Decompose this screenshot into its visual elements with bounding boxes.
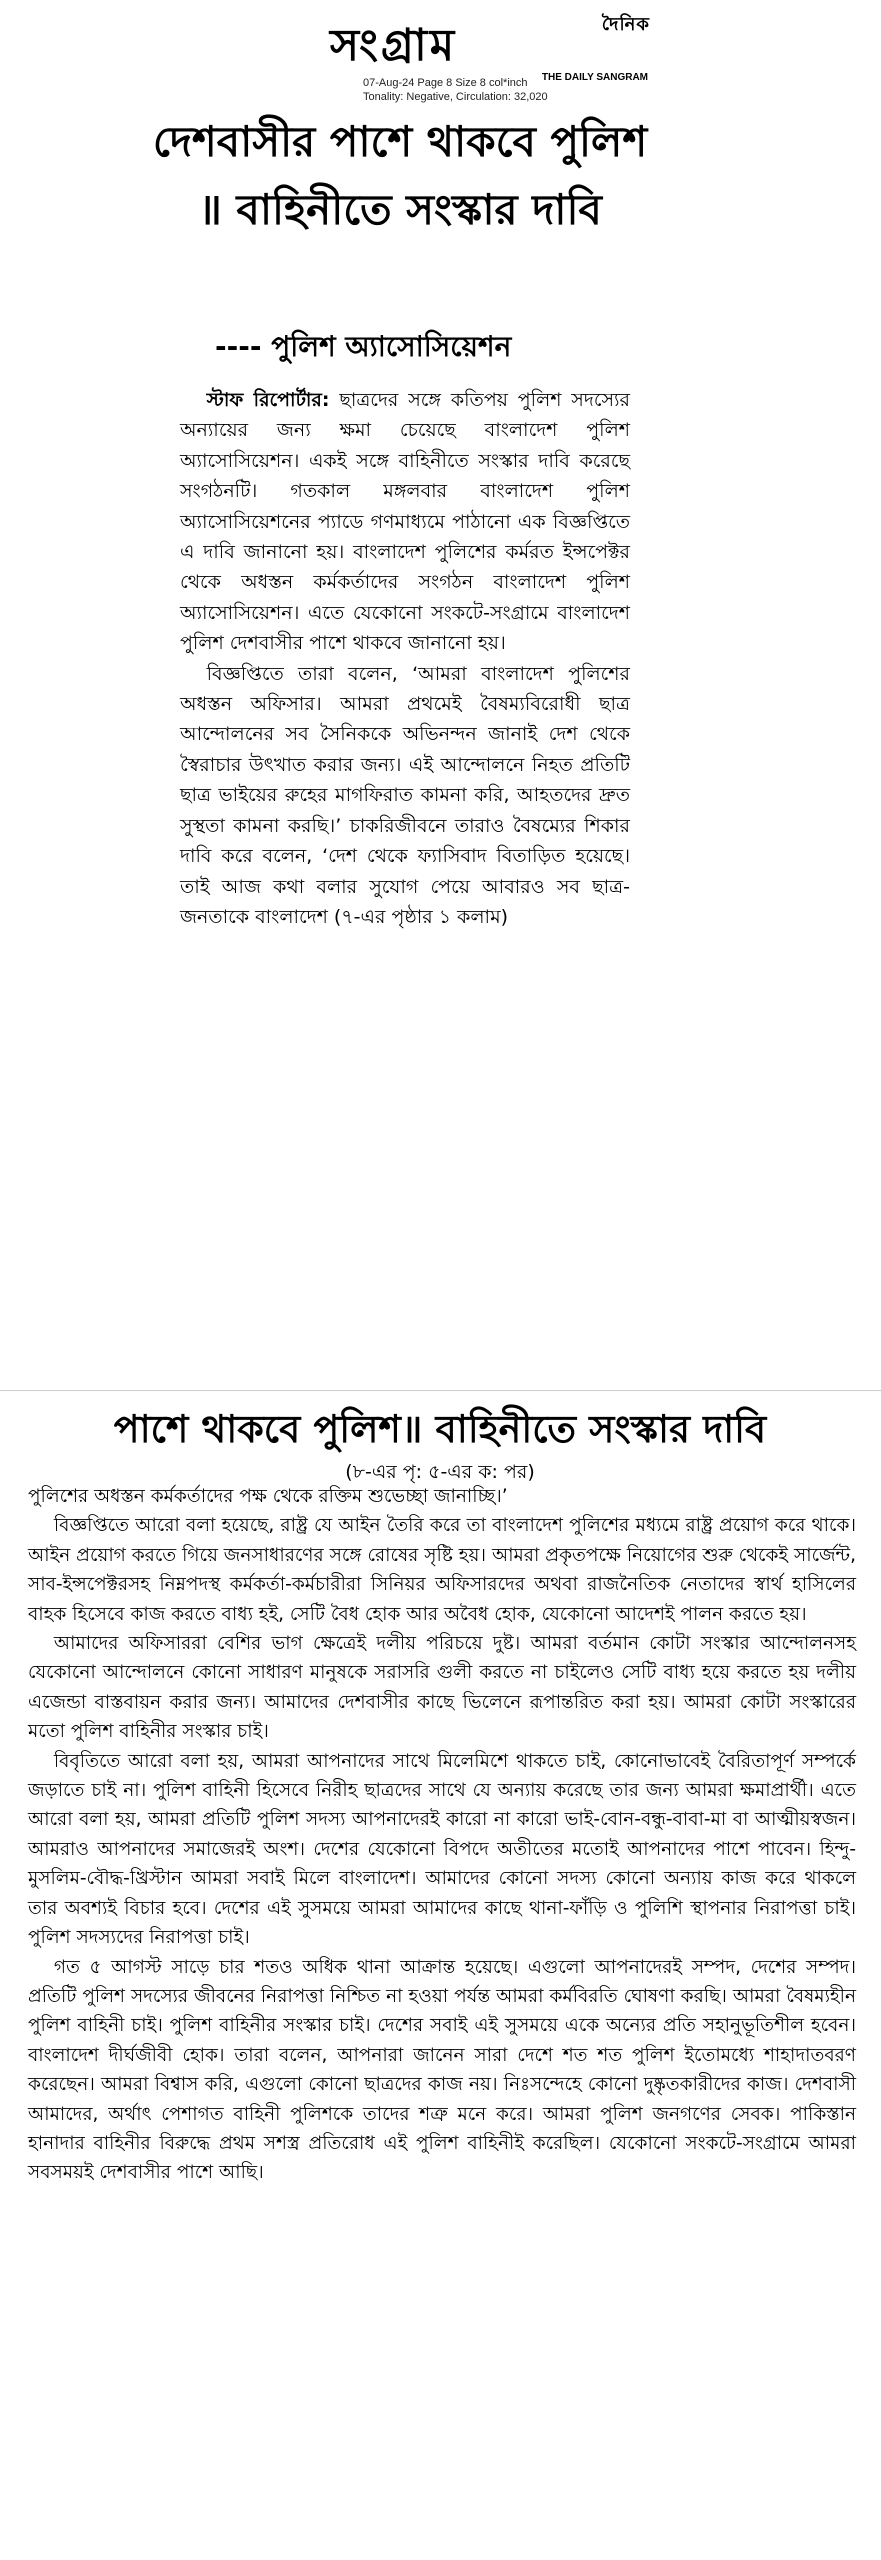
clipping-meta xyxy=(363,76,623,104)
continuation-reference: (৮-এর পৃ: ৫-এর ক: পর) xyxy=(345,1461,535,1483)
continuation-body xyxy=(28,1482,856,2188)
article-paragraph xyxy=(180,385,630,659)
meta-line-1: 07-Aug-24 Page 8 Size 8 col*inch xyxy=(363,77,528,89)
continuation-paragraph: গত ৫ আগস্ট সাড়ে চার শতও অধিক থানা আক্রান্ত হয়েছে। এগুলো আপনাদেরই সম্পদ, দেশের সম্পদ। প্রতিটি পুলিশ সদস্যের জীবনের নিরাপত্তা নিশ্চিত না হওয়া পর্যন্ত আমরা কর্মবিরতি ঘোষণা করছি। আমরা বৈষম্যহীন পুলিশ বাহিনী চাই। পুলিশ বাহিনীর সংস্কার চাই। দেশের সবাই এই সুসময়ে একে অন্যের প্রতি সহানুভূতিশীল হবেন। বাংলাদেশ দীর্ঘজীবী হোক। তারা বলেন, আপনারা জানেন সারা দেশে শত শত পুলিশ ইতোমধ্যে শাহাদাতবরণ করেছেন। আমরা বিশ্বাস করি, এগুলো কোনো ছাত্রদের কাজ নয়। নিঃসন্দেহে কোনো দুষ্কৃতকারীদের কাজ। দেশবাসী আমাদের, অর্থাৎ পেশাগত বাহিনী পুলিশকে তাদের শত্রু মনে করে। আমরা পুলিশ জনগণের সেবক। পাকিস্তান হানাদার বাহিনীর বিরুদ্ধে প্রথম সশস্ত্র প্রতিরোধ এই পুলিশ বাহিনীই করেছিল। যেকোনো সংকটে-সংগ্রামে আমরা সবসময়ই দেশবাসীর পাশে আছি। xyxy=(28,1956,856,2184)
continuation-paragraph: পুলিশের অধস্তন কর্মকর্তাদের পক্ষ থেকে রক্তিম শুভেচ্ছা জানাচ্ছি।’ xyxy=(28,1486,508,1507)
masthead-small-text: দৈনিক xyxy=(601,14,650,35)
byline: ---- পুলিশ অ্যাসোসিয়েশন xyxy=(215,330,512,363)
paragraph-text: ছাত্রদের সঙ্গে কতিপয় পুলিশ সদস্যের অন্যায়ের জন্য ক্ষমা চেয়েছে বাংলাদেশ পুলিশ অ্যাসোসিয়েশন। একই সঙ্গে বাহিনীতে সংস্কার দাবি করেছে সংগঠনটি। গতকাল মঙ্গলবার বাংলাদেশ পুলিশ অ্যাসোসিয়েশনের প্যাডে গণমাধ্যমে পাঠানো এক বিজ্ঞপ্তিতে এ দাবি জানানো হয়। বাংলাদেশ পুলিশের কর্মরত ইন্সপেক্টর থেকে অধস্তন কর্মকর্তাদের সংগঠন বাংলাদেশ পুলিশ অ্যাসোসিয়েশন। এতে যেকোনো সংকটে-সংগ্রামে বাংলাদেশ পুলিশ দেশবাসীর পাশে থাকবে জানানো হয়। xyxy=(180,389,630,655)
headline: দেশবাসীর পাশে থাকবে পুলিশ ॥ বাহিনীতে সংস্কার দাবি xyxy=(152,117,648,234)
masthead-logo-text: সংগ্রাম xyxy=(330,20,458,71)
article-paragraph: বিজ্ঞপ্তিতে তারা বলেন, ‘আমরা বাংলাদেশ পুলিশের অধস্তন অফিসার। আমরা প্রথমেই বৈষম্যবিরোধী ছাত্র আন্দোলনের সব সৈনিককে অভিনন্দন জানাই দেশ থেকে স্বৈরাচার উৎখাত করার জন্য। এই আন্দোলনে নিহত প্রতিটি ছাত্র ভাইয়ের রুহের মাগফিরাত কামনা করি, আহতদের দ্রুত সুস্থতা কামনা করছি।’ চাকরিজীবনে তারাও বৈষম্যের শিকার দাবি করে বলেন, ‘দেশ থেকে ফ্যাসিবাদ বিতাড়িত হয়েছে। তাই আজ কথা বলার সুযোগ পেয়ে আবারও সব ছাত্র-জনতাকে বাংলাদেশ (৭-এর পৃষ্ঠার ১ কলাম) xyxy=(180,662,630,928)
continuation-paragraph: বিবৃতিতে আরো বলা হয়, আমরা আপনাদের সাথে মিলেমিশে থাকতে চাই, কোনোভাবেই বৈরিতাপূর্ণ সম্পর্কে জড়াতে চাই না। পুলিশ বাহিনী হিসেবে নিরীহ ছাত্রদের সাথে যে অন্যায় করেছে তার জন্য আমরা ক্ষমাপ্রার্থী। এতে আরো বলা হয়, আমরা প্রতিটি পুলিশ সদস্য আপনাদেরই কারো না কারো ভাই-বোন-বন্ধু-বাবা-মা বা আত্মীয়স্বজন। আমরাও আপনাদের সমাজেরই অংশ। দেশের যেকোনো বিপদে অতীতের মতোই আপনাদের পাশে পাবেন। হিন্দু-মুসলিম-বৌদ্ধ-খ্রিস্টান আমরা সবাই মিলে বাংলাদেশ। আমাদের কোনো সদস্য কোনো অন্যায় কাজ করে থাকলে তার অবশ্যই বিচার হবে। দেশের এই সুসময়ে আমরা আমাদের কাছে থানা-ফাঁড়ি ও পুলিশি স্থাপনার নিরাপত্তা চাই। পুলিশ সদস্যদের নিরাপত্তা চাই। xyxy=(28,1750,856,1949)
reporter-lead: স্টাফ রিপোর্টার: xyxy=(206,389,330,411)
continuation-title: পাশে থাকবে পুলিশ॥ বাহিনীতে সংস্কার দাবি xyxy=(113,1407,767,1451)
meta-line-2: Tonality: Negative, Circulation: 32,020 xyxy=(363,91,548,103)
masthead-english-text: THE DAILY SANGRAM xyxy=(541,72,648,83)
section-divider xyxy=(0,1390,881,1391)
article-column xyxy=(180,385,630,932)
continuation-paragraph: আমাদের অফিসাররা বেশির ভাগ ক্ষেত্রেই দলীয় পরিচয়ে দুষ্ট। আমরা বর্তমান কোটা সংস্কার আন্দোলনসহ যেকোনো আন্দোলনে কোনো সাধারণ মানুষকে সরাসরি গুলী করতে না চাইলেও সেটি বাধ্য হয়ে করতে হয় দলীয় এজেন্ডা বাস্তবায়ন করার জন্য। আমাদের দেশবাসীর কাছে ভিলেনে রূপান্তরিত করা হয়। আমরা কোটা সংস্কারের মতো পুলিশ বাহিনীর সংস্কার চাই। xyxy=(28,1633,856,1743)
continuation-paragraph: বিজ্ঞপ্তিতে আরো বলা হয়েছে, রাষ্ট্র যে আইন তৈরি করে তা বাংলাদেশ পুলিশের মধ্যমে রাষ্ট্র প্রয়োগ করে থাকে। আইন প্রয়োগ করতে গিয়ে জনসাধারণের সঙ্গে রোষের সৃষ্টি হয়। আমরা প্রকৃতপক্ষে নিয়োগের শুরু থেকেই সার্জেন্ট, সাব-ইন্সপেক্টরসহ নিম্নপদস্থ কর্মকর্তা-কর্মচারীরা সিনিয়র অফিসারদের অথবা রাজনৈতিক নেতাদের স্বার্থ হাসিলের বাহক হিসেবে কাজ করতে বাধ্য হই, সেটি বৈধ হোক আর অবৈধ হোক, যেকোনো আদেশই পালন করতে হয়। xyxy=(28,1515,856,1625)
